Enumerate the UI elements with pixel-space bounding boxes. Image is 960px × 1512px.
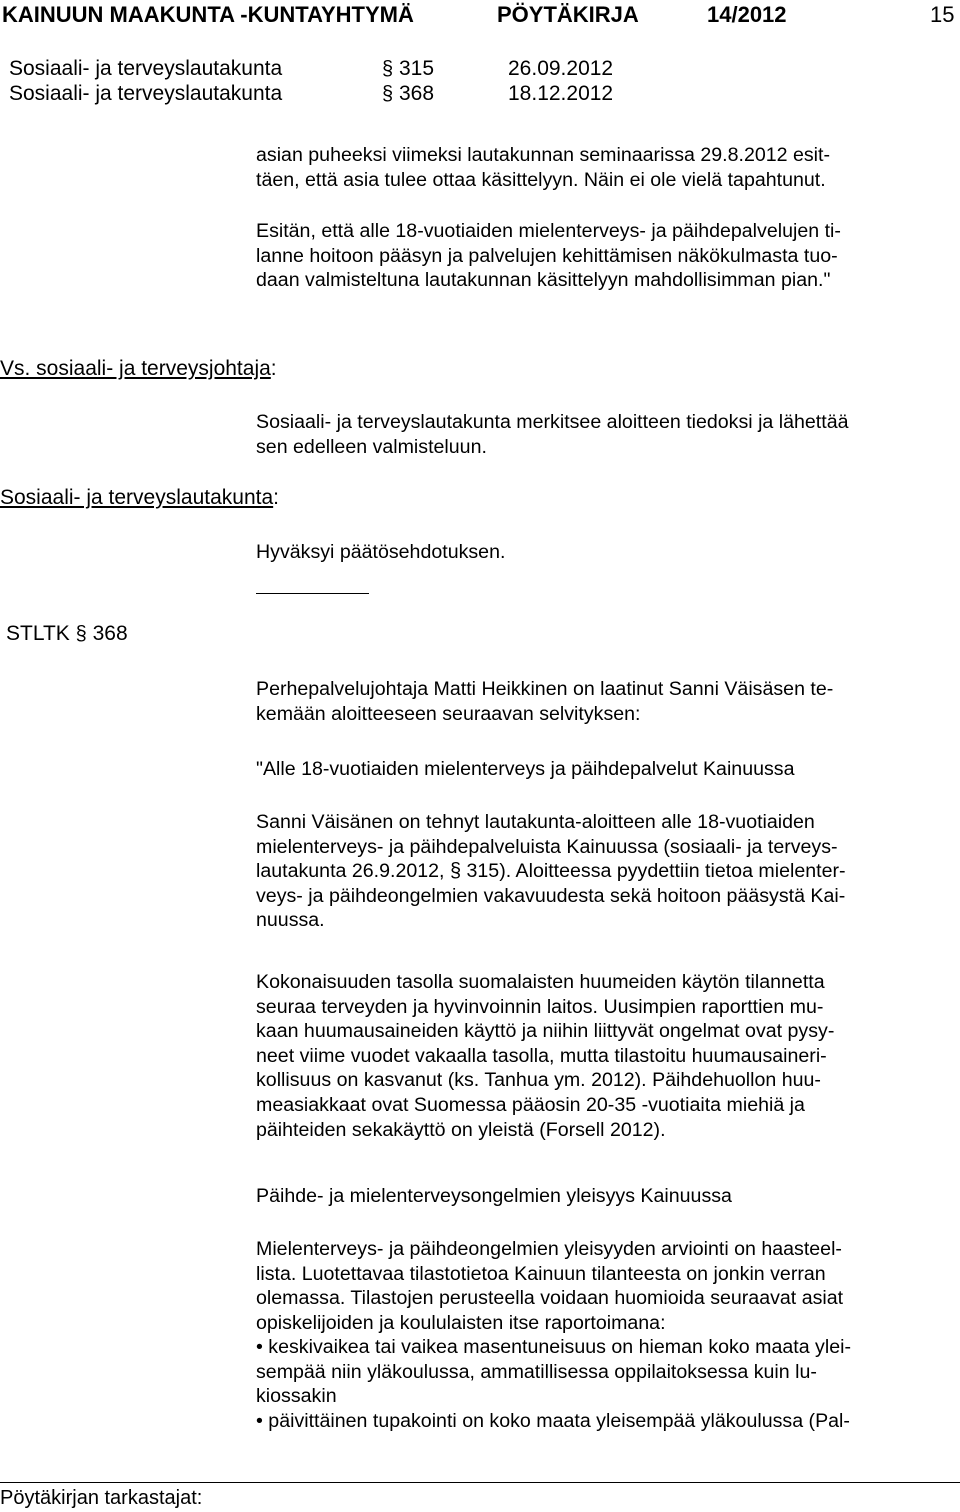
section-sign-icon: § (449, 860, 462, 883)
body-paragraph-2: Sanni Väisänen on tehnyt lautakunta-aloitteen alle 18-vuotiaiden mielenterveys- ja päihdepalveluista Kainuussa (sosiaali- ja terveys- lautakunta 26.9.2012, § 315). Aloitteessa pyydettiin tietoa mielenter- veys- ja päihdeongelmien vakavuudesta sekä hoitoon pääsystä Kai- nuussa. (256, 811, 846, 932)
body-paragraph-3: Kokonaisuuden tasolla suomalaisten huumeiden käytön tilannetta seuraa terveyden ja hyvinvoinnin laitos. Uusimpien raporttien mu- kaan huumausaineiden käyttö ja niihin liittyvät ongelmat ovat pysy- neet viime vuodet vakaalla tasolla, mutta tilastoitu huumausaineri- kollisuus on kasvanut (ks. Tanhua ym. 2012). Päihdehuollon huu- measiakkaat ovat Suomessa pääosin 20-35 -vuotiaita miehiä ja päihteiden sekakäyttö on yleistä (Forsell 2012). (256, 971, 835, 1141)
director-proposal: Sosiaali- ja terveyslautakunta merkitsee aloitteen tiedoksi ja lähettää sen edelleen valmisteluun. (256, 411, 849, 458)
director-label: Vs. sosiaali- ja terveysjohtaja: (0, 357, 277, 380)
ref-2-section: § 368 (382, 82, 435, 105)
body-paragraph-4: Mielenterveys- ja päihdeongelmien yleisyyden arviointi on haasteel- lista. Luotettavaa tilastotietoa Kainuun tilanteesta on jonkin verran olemassa. Tilastojen perusteella voidaan huomioida seuraavat asiat opiskelijoiden ja koululaisten itse raportoimana: (256, 1238, 844, 1334)
footer-divider (0, 1482, 960, 1483)
board-label: Sosiaali- ja terveyslautakunta: (0, 486, 279, 509)
doc-number: 14/2012 (707, 2, 787, 27)
footer-label: Pöytäkirjan tarkastajat: (0, 1487, 203, 1509)
quote-title: "Alle 18-vuotiaiden mielenterveys ja päihdepalvelut Kainuussa (256, 758, 795, 780)
bullet-list (256, 1335, 956, 1433)
list-item: • keskivaikea tai vaikea masentuneisuus on hieman koko maata ylei- sempää niin yläkoulussa, ammatillisessa oppilaitoksessa kuin lu- kiossakin (256, 1336, 851, 1408)
section-sign-icon: § (382, 58, 394, 80)
ref-1-section: § 315 (382, 57, 435, 80)
intro-paragraph: asian puheeksi viimeksi lautakunnan seminaarissa 29.8.2012 esit- täen, että asia tulee ottaa käsittelyyn. Näin ei ole vielä tapahtunut. (256, 144, 830, 191)
stltk-heading: STLTK § 368 (6, 622, 128, 645)
ref-2-date: 18.12.2012 (508, 82, 614, 105)
section-sign-icon: § (75, 623, 87, 645)
org-name: KAINUUN MAAKUNTA -KUNTAYHTYMÄ (2, 2, 414, 27)
ref-2-body: Sosiaali- ja terveyslautakunta (9, 82, 283, 105)
board-decision: Hyväksyi päätösehdotuksen. (256, 541, 506, 563)
body-paragraph-1: Perhepalvelujohtaja Matti Heikkinen on laatinut Sanni Väisäsen te- kemään aloitteeseen seuraavan selvityksen: (256, 678, 834, 725)
section-sign-icon: § (382, 83, 394, 105)
ref-1-body: Sosiaali- ja terveyslautakunta (9, 57, 283, 80)
subheading: Päihde- ja mielenterveysongelmien yleisyys Kainuussa (256, 1185, 732, 1207)
decision-divider (256, 593, 369, 594)
list-item: • päivittäinen tupakointi on koko maata yleisempää yläkoulussa (Pal- (256, 1409, 850, 1432)
page-number: 15 (930, 2, 955, 27)
doc-type: PÖYTÄKIRJA (497, 2, 639, 27)
ref-1-date: 26.09.2012 (508, 57, 614, 80)
proposal-paragraph: Esitän, että alle 18-vuotiaiden mielenterveys- ja päihdepalvelujen ti- lanne hoitoon pääsyn ja palvelujen kehittämisen näkökulmasta tuo- daan valmisteltuna lautakunnan käsittelyyn mahdollisimman pian." (256, 220, 841, 292)
